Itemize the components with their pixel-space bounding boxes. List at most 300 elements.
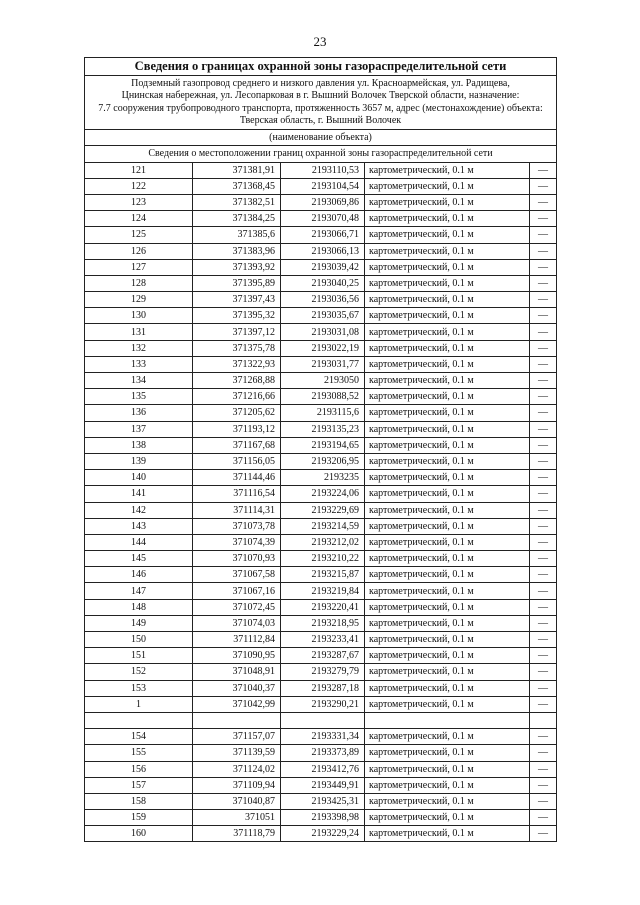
coordinate-y: 2193115,6	[281, 405, 365, 421]
point-number: 127	[85, 259, 193, 275]
dash-mark: —	[538, 342, 548, 354]
coordinate-y: 2193229,69	[281, 502, 365, 518]
coordinate-x: 371157,07	[193, 729, 281, 745]
table-row	[85, 777, 557, 793]
dash-mark: —	[538, 585, 548, 597]
dash-mark: —	[538, 812, 548, 824]
table-row	[85, 437, 557, 453]
point-number: 154	[85, 729, 193, 745]
table-row	[85, 793, 557, 809]
coordinate-y: 2193412,76	[281, 761, 365, 777]
coordinate-x: 371074,03	[193, 615, 281, 631]
determination-method: картометрический, 0.1 м	[365, 275, 530, 291]
coordinate-x: 371268,88	[193, 373, 281, 389]
determination-method: картометрический, 0.1 м	[365, 292, 530, 308]
note-cell	[530, 453, 557, 469]
point-number: 1	[85, 696, 193, 712]
dash-mark: —	[538, 682, 548, 694]
dash-mark: —	[538, 795, 548, 807]
dash-mark: —	[538, 553, 548, 565]
table-row	[85, 421, 557, 437]
coordinate-x: 371382,51	[193, 194, 281, 210]
note-cell	[530, 632, 557, 648]
description-line: Тверская область, г. Вышний Волочек	[239, 114, 402, 126]
determination-method: картометрический, 0.1 м	[365, 551, 530, 567]
coordinate-x: 371051	[193, 810, 281, 826]
coordinate-x: 371073,78	[193, 518, 281, 534]
determination-method: картометрический, 0.1 м	[365, 453, 530, 469]
object-caption-row	[85, 130, 557, 146]
coordinate-y: 2193194,65	[281, 437, 365, 453]
coordinate-x: 371322,93	[193, 356, 281, 372]
coordinate-x: 371090,95	[193, 648, 281, 664]
determination-method: картометрический, 0.1 м	[365, 373, 530, 389]
point-number: 128	[85, 275, 193, 291]
coordinate-x: 371139,59	[193, 745, 281, 761]
note-cell	[530, 567, 557, 583]
determination-method: картометрический, 0.1 м	[365, 227, 530, 243]
point-number: 133	[85, 356, 193, 372]
determination-method: картометрический, 0.1 м	[365, 632, 530, 648]
note-cell	[530, 551, 557, 567]
coordinate-x: 371385,6	[193, 227, 281, 243]
coordinate-y: 2193036,56	[281, 292, 365, 308]
note-cell	[530, 470, 557, 486]
determination-method: картометрический, 0.1 м	[365, 534, 530, 550]
coordinate-x: 371070,93	[193, 551, 281, 567]
note-cell	[530, 194, 557, 210]
coordinate-x: 371368,45	[193, 178, 281, 194]
table-row	[85, 194, 557, 210]
point-number: 143	[85, 518, 193, 534]
table-row	[85, 308, 557, 324]
point-number: 137	[85, 421, 193, 437]
table-row	[85, 340, 557, 356]
coordinate-y: 2193050	[281, 373, 365, 389]
dash-mark: —	[538, 213, 548, 225]
coordinate-y: 2193039,42	[281, 259, 365, 275]
note-cell	[530, 534, 557, 550]
note-cell	[530, 599, 557, 615]
point-number: 159	[85, 810, 193, 826]
coordinate-x: 371109,94	[193, 777, 281, 793]
determination-method: картометрический, 0.1 м	[365, 259, 530, 275]
determination-method: картометрический, 0.1 м	[365, 777, 530, 793]
determination-method: картометрический, 0.1 м	[365, 826, 530, 842]
determination-method: картометрический, 0.1 м	[365, 194, 530, 210]
determination-method: картометрический, 0.1 м	[365, 308, 530, 324]
table-title: Сведения о границах охранной зоны газораспределительной сети	[85, 58, 557, 76]
determination-method: картометрический, 0.1 м	[365, 405, 530, 421]
coordinate-y: 2193031,08	[281, 324, 365, 340]
dash-mark: —	[538, 731, 548, 743]
table-row	[85, 599, 557, 615]
coordinate-x: 371118,79	[193, 826, 281, 842]
description-line: Подземный газопровод среднего и низкого давления ул. Красноармейская, ул. Радищева,	[131, 78, 510, 89]
point-number: 140	[85, 470, 193, 486]
table-row	[85, 275, 557, 291]
coordinate-x: 371067,16	[193, 583, 281, 599]
determination-method: картометрический, 0.1 м	[365, 518, 530, 534]
point-number: 131	[85, 324, 193, 340]
coordinate-y: 2193279,79	[281, 664, 365, 680]
table-row	[85, 324, 557, 340]
table-row	[85, 162, 557, 178]
note-cell	[530, 810, 557, 826]
table-row	[85, 356, 557, 372]
point-number: 130	[85, 308, 193, 324]
table-row	[85, 211, 557, 227]
determination-method: картометрический, 0.1 м	[365, 745, 530, 761]
table-row	[85, 259, 557, 275]
coordinate-y: 2193449,91	[281, 777, 365, 793]
determination-method: картометрический, 0.1 м	[365, 389, 530, 405]
table-row	[85, 583, 557, 599]
point-number: 124	[85, 211, 193, 227]
description-line: 7.7 сооружения трубопроводного транспорта, протяженность 3657 м, адрес (местонахождение) объекта:	[98, 102, 543, 114]
point-number: 153	[85, 680, 193, 696]
coordinate-x: 371397,12	[193, 324, 281, 340]
note-cell	[530, 340, 557, 356]
coordinate-x: 371167,68	[193, 437, 281, 453]
table-row	[85, 632, 557, 648]
note-cell	[530, 664, 557, 680]
determination-method: картометрический, 0.1 м	[365, 583, 530, 599]
section-header: Сведения о местоположении границ охранной зоны газораспределительной сети	[85, 146, 557, 162]
table-row	[85, 486, 557, 502]
point-number: 136	[85, 405, 193, 421]
coordinate-y: 2193287,67	[281, 648, 365, 664]
note-cell	[530, 178, 557, 194]
coordinate-y: 2193070,48	[281, 211, 365, 227]
coordinate-y: 2193215,87	[281, 567, 365, 583]
table-row	[85, 664, 557, 680]
table-row	[85, 518, 557, 534]
note-cell	[530, 502, 557, 518]
note-cell	[530, 680, 557, 696]
coordinate-x: 371384,25	[193, 211, 281, 227]
note-cell	[530, 227, 557, 243]
note-cell	[530, 437, 557, 453]
coordinate-x: 371397,43	[193, 292, 281, 308]
point-number: 155	[85, 745, 193, 761]
note-cell	[530, 243, 557, 259]
table-title-row	[85, 58, 557, 76]
table-row	[85, 453, 557, 469]
dash-mark: —	[538, 358, 548, 370]
dash-mark: —	[538, 763, 548, 775]
coordinate-y: 2193229,24	[281, 826, 365, 842]
note-cell	[530, 648, 557, 664]
determination-method: картометрический, 0.1 м	[365, 437, 530, 453]
note-cell	[530, 761, 557, 777]
blank-cell	[530, 712, 557, 728]
dash-mark: —	[538, 779, 548, 791]
point-number: 152	[85, 664, 193, 680]
table-row	[85, 745, 557, 761]
coordinate-x: 371216,66	[193, 389, 281, 405]
point-number: 138	[85, 437, 193, 453]
boundary-coordinates-table	[84, 57, 557, 842]
note-cell	[530, 777, 557, 793]
point-number: 157	[85, 777, 193, 793]
note-cell	[530, 405, 557, 421]
coordinate-y: 2193233,41	[281, 632, 365, 648]
note-cell	[530, 696, 557, 712]
coordinate-y: 2193088,52	[281, 389, 365, 405]
determination-method: картометрический, 0.1 м	[365, 356, 530, 372]
dash-mark: —	[538, 828, 548, 840]
dash-mark: —	[538, 310, 548, 322]
coordinate-x: 371048,91	[193, 664, 281, 680]
determination-method: картометрический, 0.1 м	[365, 486, 530, 502]
determination-method: картометрический, 0.1 м	[365, 211, 530, 227]
table-row	[85, 826, 557, 842]
note-cell	[530, 292, 557, 308]
dash-mark: —	[538, 391, 548, 403]
coordinate-x: 371067,58	[193, 567, 281, 583]
point-number: 122	[85, 178, 193, 194]
table-row	[85, 567, 557, 583]
determination-method: картометрический, 0.1 м	[365, 648, 530, 664]
determination-method: картометрический, 0.1 м	[365, 664, 530, 680]
coordinate-y: 2193290,21	[281, 696, 365, 712]
note-cell	[530, 275, 557, 291]
table-row	[85, 470, 557, 486]
coordinate-y: 2193218,95	[281, 615, 365, 631]
dash-mark: —	[538, 472, 548, 484]
coordinate-x: 371074,39	[193, 534, 281, 550]
description-line: Цнинская набережная, ул. Лесопарковая в г. Вышний Волочек Тверской области, назначение:	[121, 90, 520, 102]
note-cell	[530, 421, 557, 437]
dash-mark: —	[538, 650, 548, 662]
coordinate-y: 2193398,98	[281, 810, 365, 826]
note-cell	[530, 729, 557, 745]
table-row	[85, 534, 557, 550]
dash-mark: —	[538, 747, 548, 759]
determination-method: картометрический, 0.1 м	[365, 470, 530, 486]
coordinate-y: 2193022,19	[281, 340, 365, 356]
dash-mark: —	[538, 245, 548, 257]
point-number: 141	[85, 486, 193, 502]
coordinate-x: 371042,99	[193, 696, 281, 712]
blank-separator-row	[85, 712, 557, 728]
blank-cell	[281, 712, 365, 728]
coordinate-y: 2193135,23	[281, 421, 365, 437]
blank-cell	[85, 712, 193, 728]
point-number: 123	[85, 194, 193, 210]
point-number: 129	[85, 292, 193, 308]
dash-mark: —	[538, 601, 548, 613]
coordinate-y: 2193219,84	[281, 583, 365, 599]
determination-method: картометрический, 0.1 м	[365, 162, 530, 178]
determination-method: картометрический, 0.1 м	[365, 567, 530, 583]
coordinate-x: 371144,46	[193, 470, 281, 486]
coordinate-y: 2193425,31	[281, 793, 365, 809]
determination-method: картометрический, 0.1 м	[365, 615, 530, 631]
object-description-row	[85, 76, 557, 130]
dash-mark: —	[538, 180, 548, 192]
note-cell	[530, 793, 557, 809]
dash-mark: —	[538, 666, 548, 678]
coordinate-y: 2193066,71	[281, 227, 365, 243]
coordinate-y: 2193224,06	[281, 486, 365, 502]
coordinate-x: 371395,32	[193, 308, 281, 324]
point-number: 146	[85, 567, 193, 583]
point-number: 147	[85, 583, 193, 599]
blank-cell	[365, 712, 530, 728]
point-number: 134	[85, 373, 193, 389]
table-row	[85, 551, 557, 567]
coordinate-y: 2193040,25	[281, 275, 365, 291]
coordinate-x: 371156,05	[193, 453, 281, 469]
table-row	[85, 373, 557, 389]
note-cell	[530, 211, 557, 227]
coordinate-y: 2193069,86	[281, 194, 365, 210]
table-row	[85, 243, 557, 259]
note-cell	[530, 615, 557, 631]
point-number: 149	[85, 615, 193, 631]
dash-mark: —	[538, 456, 548, 468]
table-row	[85, 502, 557, 518]
point-number: 135	[85, 389, 193, 405]
note-cell	[530, 745, 557, 761]
dash-mark: —	[538, 634, 548, 646]
point-number: 132	[85, 340, 193, 356]
note-cell	[530, 389, 557, 405]
coordinate-x: 371116,54	[193, 486, 281, 502]
note-cell	[530, 583, 557, 599]
dash-mark: —	[538, 520, 548, 532]
coordinate-x: 371395,89	[193, 275, 281, 291]
object-caption: (наименование объекта)	[85, 130, 557, 146]
page-number: 23	[313, 34, 327, 49]
dash-mark: —	[538, 197, 548, 209]
coordinate-x: 371040,37	[193, 680, 281, 696]
dash-mark: —	[538, 164, 548, 176]
coordinate-x: 371114,31	[193, 502, 281, 518]
point-number: 151	[85, 648, 193, 664]
table-row	[85, 227, 557, 243]
table-row	[85, 810, 557, 826]
dash-mark: —	[538, 261, 548, 273]
point-number: 121	[85, 162, 193, 178]
coordinate-x: 371383,96	[193, 243, 281, 259]
note-cell	[530, 486, 557, 502]
determination-method: картометрический, 0.1 м	[365, 729, 530, 745]
table-row	[85, 615, 557, 631]
point-number: 145	[85, 551, 193, 567]
note-cell	[530, 259, 557, 275]
dash-mark: —	[538, 294, 548, 306]
note-cell	[530, 162, 557, 178]
coordinate-y: 2193104,54	[281, 178, 365, 194]
coordinate-y: 2193066,13	[281, 243, 365, 259]
point-number: 160	[85, 826, 193, 842]
determination-method: картометрический, 0.1 м	[365, 793, 530, 809]
coordinate-y: 2193031,77	[281, 356, 365, 372]
determination-method: картометрический, 0.1 м	[365, 502, 530, 518]
dash-mark: —	[538, 423, 548, 435]
blank-cell	[193, 712, 281, 728]
dash-mark: —	[538, 617, 548, 629]
dash-mark: —	[538, 504, 548, 516]
determination-method: картометрический, 0.1 м	[365, 599, 530, 615]
coordinate-y: 2193220,41	[281, 599, 365, 615]
note-cell	[530, 373, 557, 389]
determination-method: картометрический, 0.1 м	[365, 421, 530, 437]
point-number: 158	[85, 793, 193, 809]
section-header-row	[85, 146, 557, 162]
note-cell	[530, 826, 557, 842]
table-row	[85, 680, 557, 696]
coordinate-y: 2193331,34	[281, 729, 365, 745]
determination-method: картометрический, 0.1 м	[365, 340, 530, 356]
determination-method: картометрический, 0.1 м	[365, 761, 530, 777]
coordinate-x: 371040,87	[193, 793, 281, 809]
dash-mark: —	[538, 698, 548, 710]
object-description	[85, 76, 557, 130]
dash-mark: —	[538, 439, 548, 451]
note-cell	[530, 518, 557, 534]
point-number: 150	[85, 632, 193, 648]
dash-mark: —	[538, 569, 548, 581]
coordinate-x: 371124,02	[193, 761, 281, 777]
dash-mark: —	[538, 375, 548, 387]
point-number: 139	[85, 453, 193, 469]
table-row	[85, 389, 557, 405]
coordinate-y: 2193110,53	[281, 162, 365, 178]
point-number: 148	[85, 599, 193, 615]
dash-mark: —	[538, 407, 548, 419]
note-cell	[530, 356, 557, 372]
determination-method: картометрический, 0.1 м	[365, 680, 530, 696]
determination-method: картометрический, 0.1 м	[365, 324, 530, 340]
dash-mark: —	[538, 326, 548, 338]
dash-mark: —	[538, 488, 548, 500]
coordinate-y: 2193210,22	[281, 551, 365, 567]
table-row	[85, 648, 557, 664]
determination-method: картометрический, 0.1 м	[365, 178, 530, 194]
note-cell	[530, 308, 557, 324]
dash-mark: —	[538, 229, 548, 241]
coordinate-x: 371112,84	[193, 632, 281, 648]
table-row	[85, 405, 557, 421]
point-number: 144	[85, 534, 193, 550]
coordinate-y: 2193214,59	[281, 518, 365, 534]
point-number: 126	[85, 243, 193, 259]
coordinate-x: 371072,45	[193, 599, 281, 615]
table-row	[85, 178, 557, 194]
table-row	[85, 761, 557, 777]
table-row	[85, 292, 557, 308]
coordinate-y: 2193206,95	[281, 453, 365, 469]
coordinate-y: 2193035,67	[281, 308, 365, 324]
dash-mark: —	[538, 277, 548, 289]
table-row	[85, 696, 557, 712]
determination-method: картометрический, 0.1 м	[365, 696, 530, 712]
coordinate-x: 371375,78	[193, 340, 281, 356]
coordinate-y: 2193212,02	[281, 534, 365, 550]
coordinate-y: 2193373,89	[281, 745, 365, 761]
table-row	[85, 729, 557, 745]
coordinate-y: 2193235	[281, 470, 365, 486]
point-number: 142	[85, 502, 193, 518]
coordinate-y: 2193287,18	[281, 680, 365, 696]
note-cell	[530, 324, 557, 340]
coordinate-x: 371205,62	[193, 405, 281, 421]
dash-mark: —	[538, 536, 548, 548]
